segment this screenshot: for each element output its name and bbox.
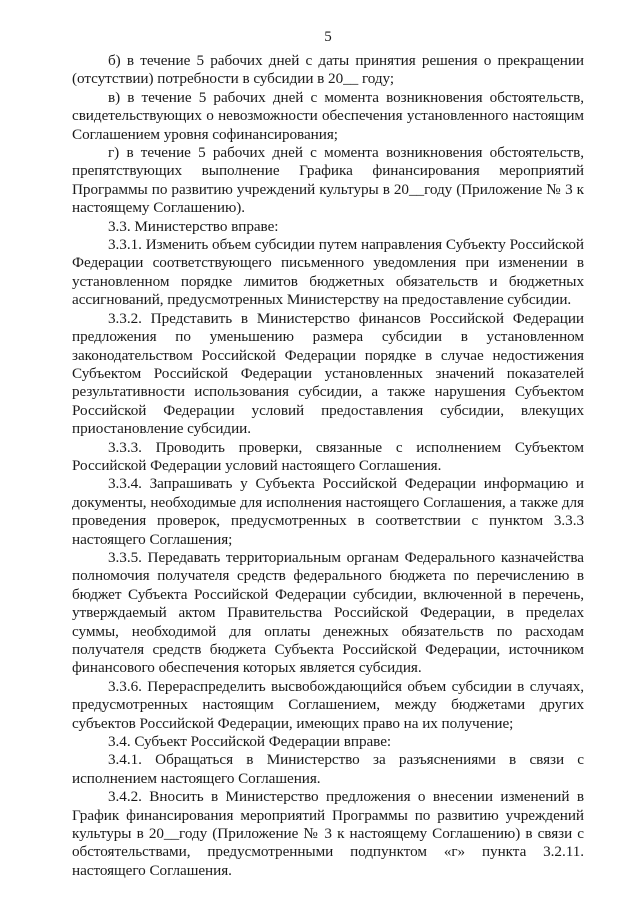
- section-3-3-heading: 3.3. Министерство вправе:: [108, 217, 279, 235]
- clause-3-3-4: 3.3.4. Запрашивать у Субъекта Российской Федерации информацию и документы, необходимые для исполнения настоящего Соглашения, а также для проведения проверок, предусмотренных в соответствии с пунктом 3.3.3 настоящего Соглашения;: [72, 475, 584, 548]
- paragraph-v-cofinancing: в) в течение 5 рабочих дней с момента возникновения обстоятельств, свидетельствующих о невозможности обеспечения установленного настоящим Соглашением уровня софинансирования;: [72, 88, 584, 143]
- clause-3-3-5: 3.3.5. Передавать территориальным органам Федерального казначейства полномочия получателя средств федерального бюджета по перечислению в бюджет Субъекта Российской Федерации субсидии, включенной в перечень, утверждаемый актом Правительства Российской Федерации, в пределах суммы, необходимой для оплаты денежных обязательств по расходам получателя средств бюджета Субъекта Российской Федерации, источником финансового обеспечения которых является субсидия.: [72, 548, 584, 677]
- paragraph-b-termination: б) в течение 5 рабочих дней с даты принятия решения о прекращении (отсутствии) потребности в субсидии в 20__ году;: [72, 52, 584, 88]
- clause-3-3-1: 3.3.1. Изменить объем субсидии путем направления Субъекту Российской Федерации соответствующего письменного уведомления при изменении в установленном порядке лимитов бюджетных обязательств и бюджетных ассигнований, предусмотренных Министерству на предоставление субсидии.: [72, 236, 584, 309]
- clause-3-3-6: 3.3.6. Перераспределить высвобождающийся объем субсидии в случаях, предусмотренных настоящим Соглашением, между бюджетами других субъектов Российской Федерации, имеющих право на их получение;: [72, 677, 584, 732]
- section-3-4-heading: 3.4. Субъект Российской Федерации вправе:: [108, 733, 392, 751]
- paragraph-g-schedule: г) в течение 5 рабочих дней с момента возникновения обстоятельств, препятствующих выполнение Графика финансирования мероприятий Программы по развитию учреждений культуры в 20__году (Приложение № 3 к настоящему Соглашению).: [72, 144, 584, 217]
- page-number: 5: [324, 29, 332, 45]
- clause-3-3-3: 3.3.3. Проводить проверки, связанные с исполнением Субъектом Российской Федерации условий настоящего Соглашения.: [72, 438, 584, 474]
- clause-3-3-2: 3.3.2. Представить в Министерство финансов Российской Федерации предложения по уменьшению размера субсидии в установленном законодательством Российской Федерации порядке в случае недостижения Субъектом Российской Федерации установленных значений показателей результативности использования субсидии, а также нарушения Субъектом Российской Федерации условий предоставления субсидии, влекущих приостановление субсидии.: [72, 309, 584, 438]
- clause-3-4-2: 3.4.2. Вносить в Министерство предложения о внесении изменений в График финансирования мероприятий Программы по развитию учреждений культуры в 20__году (Приложение № 3 к настоящему Соглашению) в связи с обстоятельствами, предусмотренными подпунктом «г» пункта 3.2.11. настоящего Соглашения.: [72, 788, 584, 879]
- clause-3-4-1: 3.4.1. Обращаться в Министерство за разъяснениями в связи с исполнением настоящего Соглашения.: [72, 751, 584, 787]
